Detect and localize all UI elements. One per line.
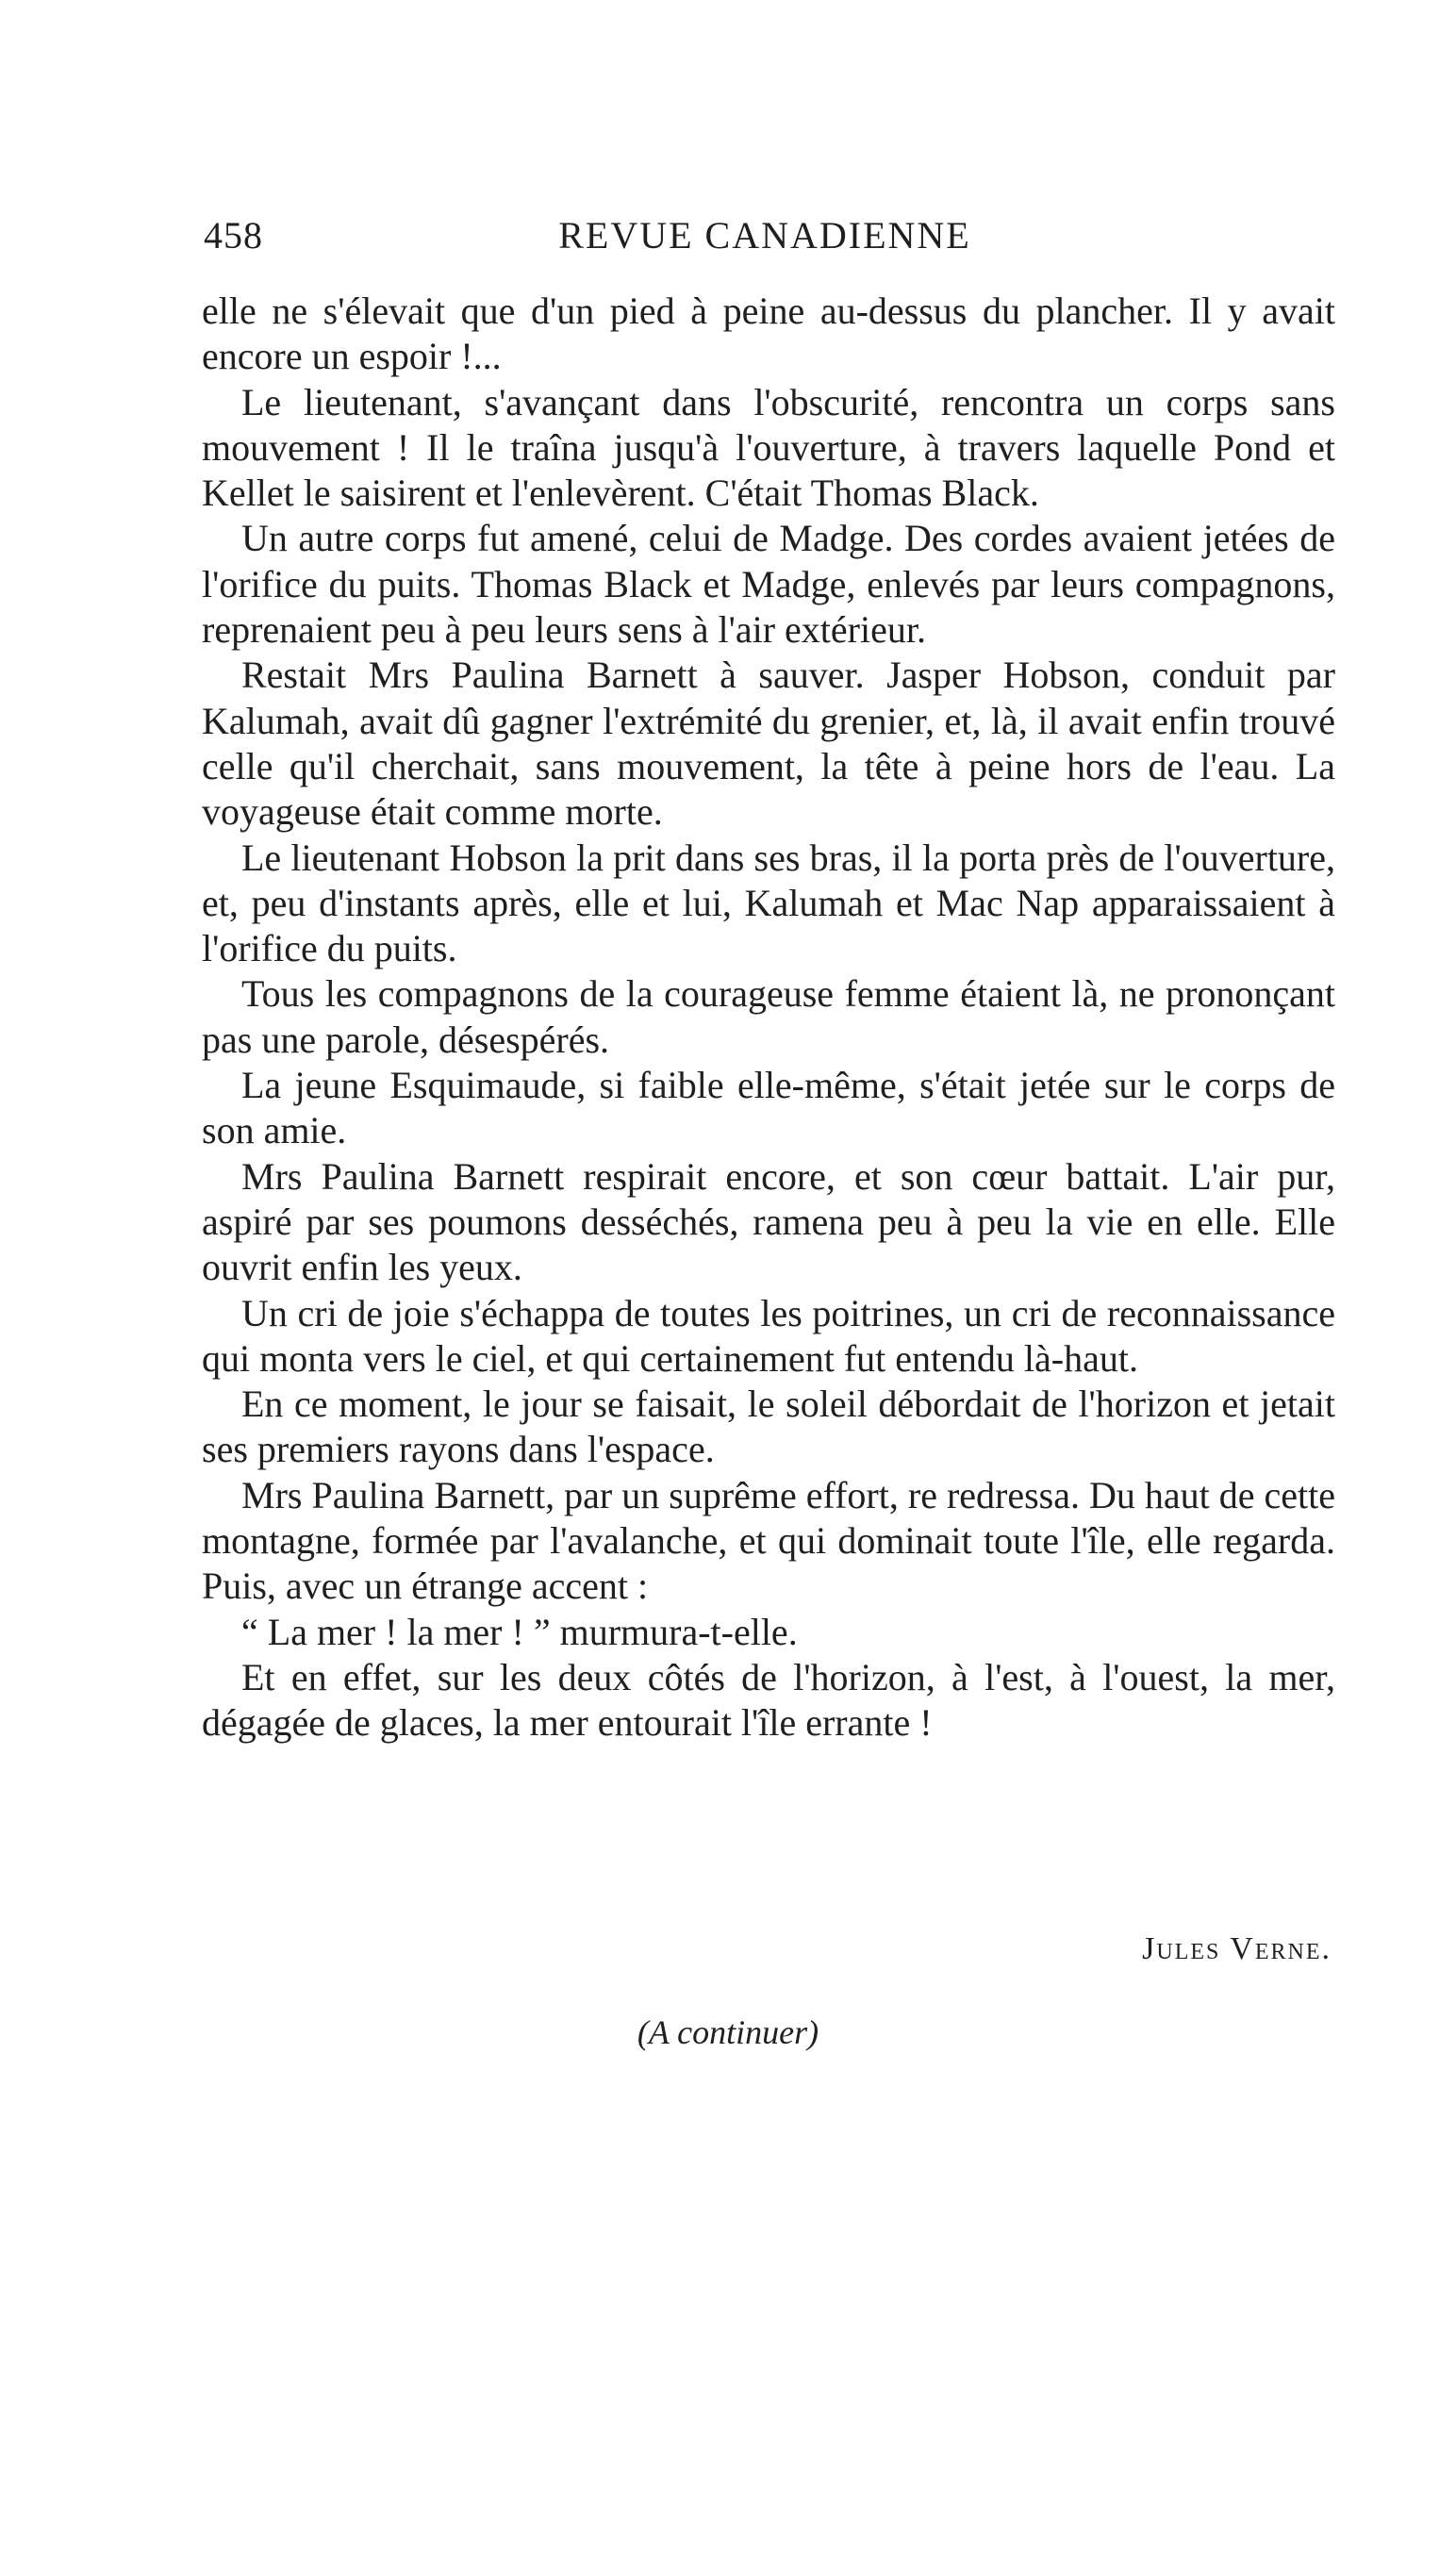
paragraph: Un autre corps fut amené, celui de Madge. Des cordes avaient jetées de l'orifice du puits. Thomas Black et Madge, enlevés par leurs compagnons, reprenaient peu à peu leurs sens à l'air extérieur. <box>202 517 1335 652</box>
paragraph: Mrs Paulina Barnett, par un suprême effort, re redressa. Du haut de cette montagne, formée par l'avalanche, et qui dominait toute l'île, elle regarda. Puis, avec un étrange accent : <box>202 1473 1335 1608</box>
page-number: 458 <box>204 214 263 257</box>
paragraph: Tous les compagnons de la courageuse femme étaient là, ne prononçant pas une parole, désespérés. <box>202 972 1335 1061</box>
paragraph: La jeune Esquimaude, si faible elle-même, s'était jetée sur le corps de son amie. <box>202 1064 1335 1152</box>
paragraph: En ce moment, le jour se faisait, le soleil débordait de l'horizon et jetait ses premiers rayons dans l'espace. <box>202 1383 1335 1471</box>
author-signature: Jules Verne. <box>1142 1931 1332 1966</box>
paragraph: Restait Mrs Paulina Barnett à sauver. Jasper Hobson, conduit par Kalumah, avait dû gagner l'extrémité du grenier, et, là, il avait enfin trouvé celle qu'il cherchait, sans mouvement, la tête à peine hors de l'eau. La voyageuse était comme morte. <box>202 654 1335 834</box>
paragraph: Le lieutenant, s'avançant dans l'obscurité, rencontra un corps sans mouvement ! Il le traîna jusqu'à l'ouverture, à travers laquelle Pond et Kellet le saisirent et l'enlevèrent. C'était Thomas Black. <box>202 380 1335 515</box>
paragraph: Un cri de joie s'échappa de toutes les poitrines, un cri de reconnaissance qui monta vers le ciel, et qui certainement fut entendu là-haut. <box>202 1291 1335 1380</box>
paragraph: Mrs Paulina Barnett respirait encore, et son cœur battait. L'air pur, aspiré par ses poumons desséchés, ramena peu à peu la vie en elle. Elle ouvrit enfin les yeux. <box>202 1154 1335 1289</box>
paragraph: elle ne s'élevait que d'un pied à peine au-dessus du plancher. Il y avait encore un espoir !... <box>202 290 1335 378</box>
running-head: REVUE CANADIENNE <box>558 214 971 257</box>
paragraph: “ La mer ! la mer ! ” murmura-t-elle. <box>241 1610 798 1653</box>
paragraph: Le lieutenant Hobson la prit dans ses bras, il la porta près de l'ouverture, et, peu d'instants après, elle et lui, Kalumah et Mac Nap apparaissaient à l'orifice du puits. <box>202 836 1335 970</box>
continuation-note: (A continuer) <box>637 2013 819 2051</box>
page-header <box>204 213 1326 270</box>
article-body <box>202 289 1335 1747</box>
paragraph: Et en effet, sur les deux côtés de l'horizon, à l'est, à l'ouest, la mer, dégagée de glaces, la mer entourait l'île errante ! <box>202 1655 1335 1745</box>
